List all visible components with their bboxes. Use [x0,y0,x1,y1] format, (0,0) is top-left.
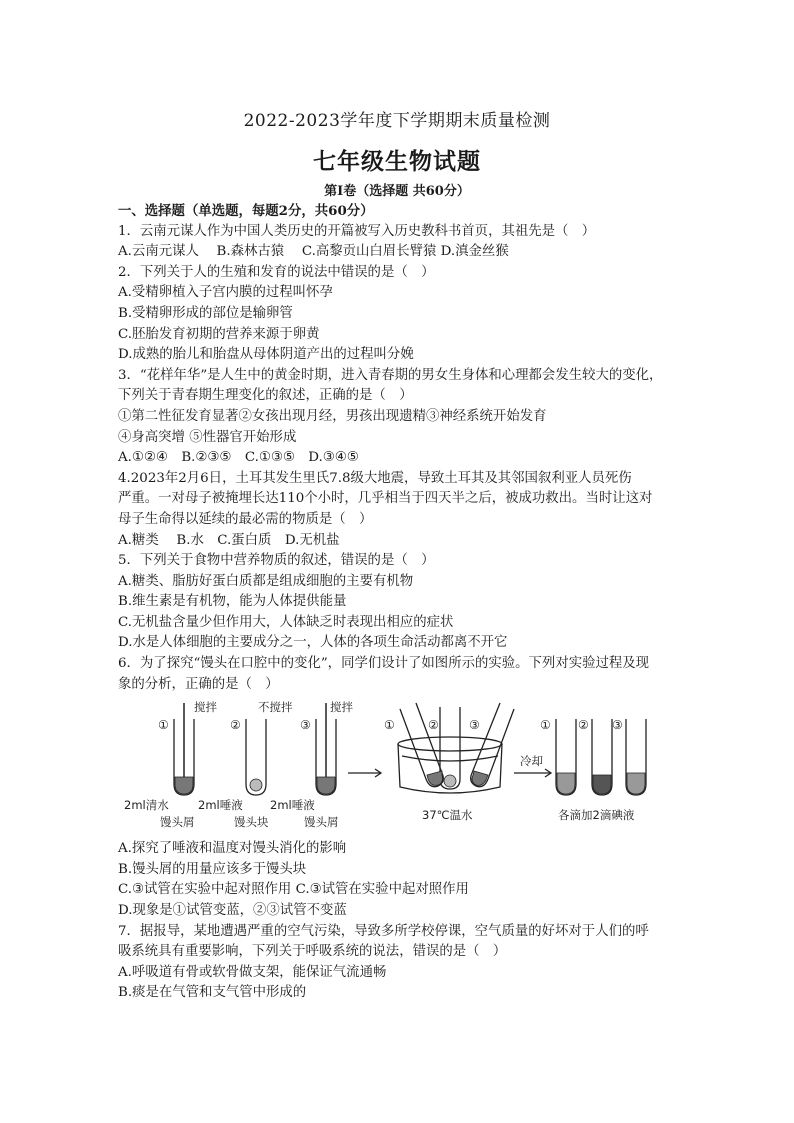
q6-option-a: A.探究了唾液和温度对馒头消化的影响 [118,841,347,857]
water-level [402,756,498,761]
bath-crumbs-1 [427,771,443,785]
exam-subject-title: 七年级生物试题 [313,148,481,175]
final-tube-2-number: ② [578,718,589,733]
stir-label-3: 搅拌 [330,700,353,715]
q6-option-c: C.③试管在实验中起对照作用 C.③试管在实验中起对照作用 [118,882,469,898]
q6-option-d: D.现象是①试管变蓝，②③试管不变蓝 [118,903,347,919]
bath-block-2 [444,775,456,787]
q3-stem-line1: 3．“花样年华”是人生中的黄金时期，进入青春期的男女生身体和心理都会发生较大的变化， [118,367,663,383]
q4-stem-line1: 4.2023年2月6日，土耳其发生里氏7.8级大地震，导致土耳其及其邻国叙利亚人员死伤 [118,470,632,486]
q5-option-b: B.维生素是有机物，能为人体提供能量 [118,594,347,610]
tube-1-number: ① [158,718,169,733]
q4-stem-line3: 母子生命得以延续的最必需的物质是（ ） [118,511,373,527]
q7-option-b: B.痰是在气管和支气管中形成的 [118,985,307,1001]
q3-items-line2: ④身高突增 ⑤性器官开始形成 [118,429,297,445]
bread-block-2 [250,779,262,791]
stir-label-1: 搅拌 [194,700,217,715]
q6-option-b: B.馒头屑的用量应该多于馒头块 [118,861,307,877]
q5-option-d: D.水是人体细胞的主要成分之一，人体的各项生命活动都离不开它 [118,635,508,651]
final-contents-3 [627,773,645,794]
tube-3-number: ③ [300,718,311,733]
liquid-label-2: 2ml唾液 [198,798,243,813]
final-tube-3-number: ③ [612,718,623,733]
crumbs-1 [175,777,193,794]
q7-option-a: A.呼吸道有骨或软骨做支架，能保证气流通畅 [118,964,387,980]
q1-options: A.云南元谋人 B.森林古猿 C.高黎贡山白眉长臂猿 D.滇金丝猴 [118,244,509,260]
bath-tube-3-number: ③ [469,718,480,733]
liquid-label-3: 2ml唾液 [270,798,315,813]
q3-stem-line2: 下列关于青春期生理变化的叙述，正确的是（ ） [118,388,413,404]
q1-stem: 1．云南元谋人作为中国人类历史的开篇被写入历史教科书首页，其祖先是（ ） [118,223,596,239]
solid-label-1: 馒头屑 [160,815,195,830]
q6-stem-line1: 6．为了探究“馒头在口腔中的变化”，同学们设计了如图所示的实验。下列对实验过程及现 [118,656,650,672]
q6-experiment-figure [118,699,688,839]
water-bath-label: 37℃温水 [422,808,473,823]
part-one-heading: 第Ⅰ卷（选择题 共60分） [324,184,470,199]
q2-option-c: C.胚胎发育初期的营养来源于卵黄 [118,326,320,342]
exam-period-title: 2022-2023学年度下学期期末质量检测 [243,111,551,131]
q2-option-a: A.受精卵植入子宫内膜的过程叫怀孕 [118,285,333,301]
q4-stem-line2: 严重。一对母子被掩埋长达110个小时，几乎相当于四天半之后，被成功救出。当时让这对 [118,491,653,507]
q3-options: A.①②④ B.②③⑤ C.①③⑤ D.③④⑤ [118,450,359,466]
final-contents-2 [593,775,611,794]
section-heading: 一、选择题（单选题，每题2分，共60分） [118,203,374,219]
iodine-label: 各滴加2滴碘液 [558,808,635,823]
q5-option-c: C.无机盐含量少但作用大，人体缺乏时表现出相应的症状 [118,614,454,630]
q7-stem-line1: 7．据报导，某地遭遇严重的空气污染，导致多所学校停课，空气质量的好坏对于人们的呼 [118,923,649,939]
q2-option-b: B.受精卵形成的部位是输卵管 [118,305,293,321]
q5-stem: 5．下列关于食物中营养物质的叙述，错误的是（ ） [118,553,435,569]
questions-body [118,201,688,1004]
cool-label: 冷却 [520,754,543,769]
experiment-diagram [118,699,688,839]
bath-tube-2-number: ② [428,718,439,733]
q6-stem-line2: 象的分析，正确的是（ ） [118,676,279,692]
final-contents-1 [557,773,575,794]
no-stir-label: 不搅拌 [258,700,293,715]
q3-items-line1: ①第二性征发育显著②女孩出现月经，男孩出现遗精③神经系统开始发育 [118,408,547,424]
q2-option-d: D.成熟的胎儿和胎盘从母体阴道产出的过程叫分娩 [118,347,414,363]
solid-label-2: 馒头块 [234,815,269,830]
q7-stem-line2: 吸系统具有重要影响，下列关于呼吸系统的说法，错误的是（ ） [118,944,507,960]
tube-2-number: ② [230,718,241,733]
q5-option-a: A.糖类、脂肪好蛋白质都是组成细胞的主要有机物 [118,573,414,589]
q4-options: A.糖类 B.水 C.蛋白质 D.无机盐 [118,532,340,548]
liquid-label-1: 2ml清水 [124,798,169,813]
crumbs-3 [317,777,335,794]
final-tube-1-number: ① [540,718,551,733]
q2-stem: 2．下列关于人的生殖和发育的说法中错误的是（ ） [118,264,435,280]
bath-tube-1-number: ① [384,718,395,733]
solid-label-3: 馒头屑 [304,815,339,830]
